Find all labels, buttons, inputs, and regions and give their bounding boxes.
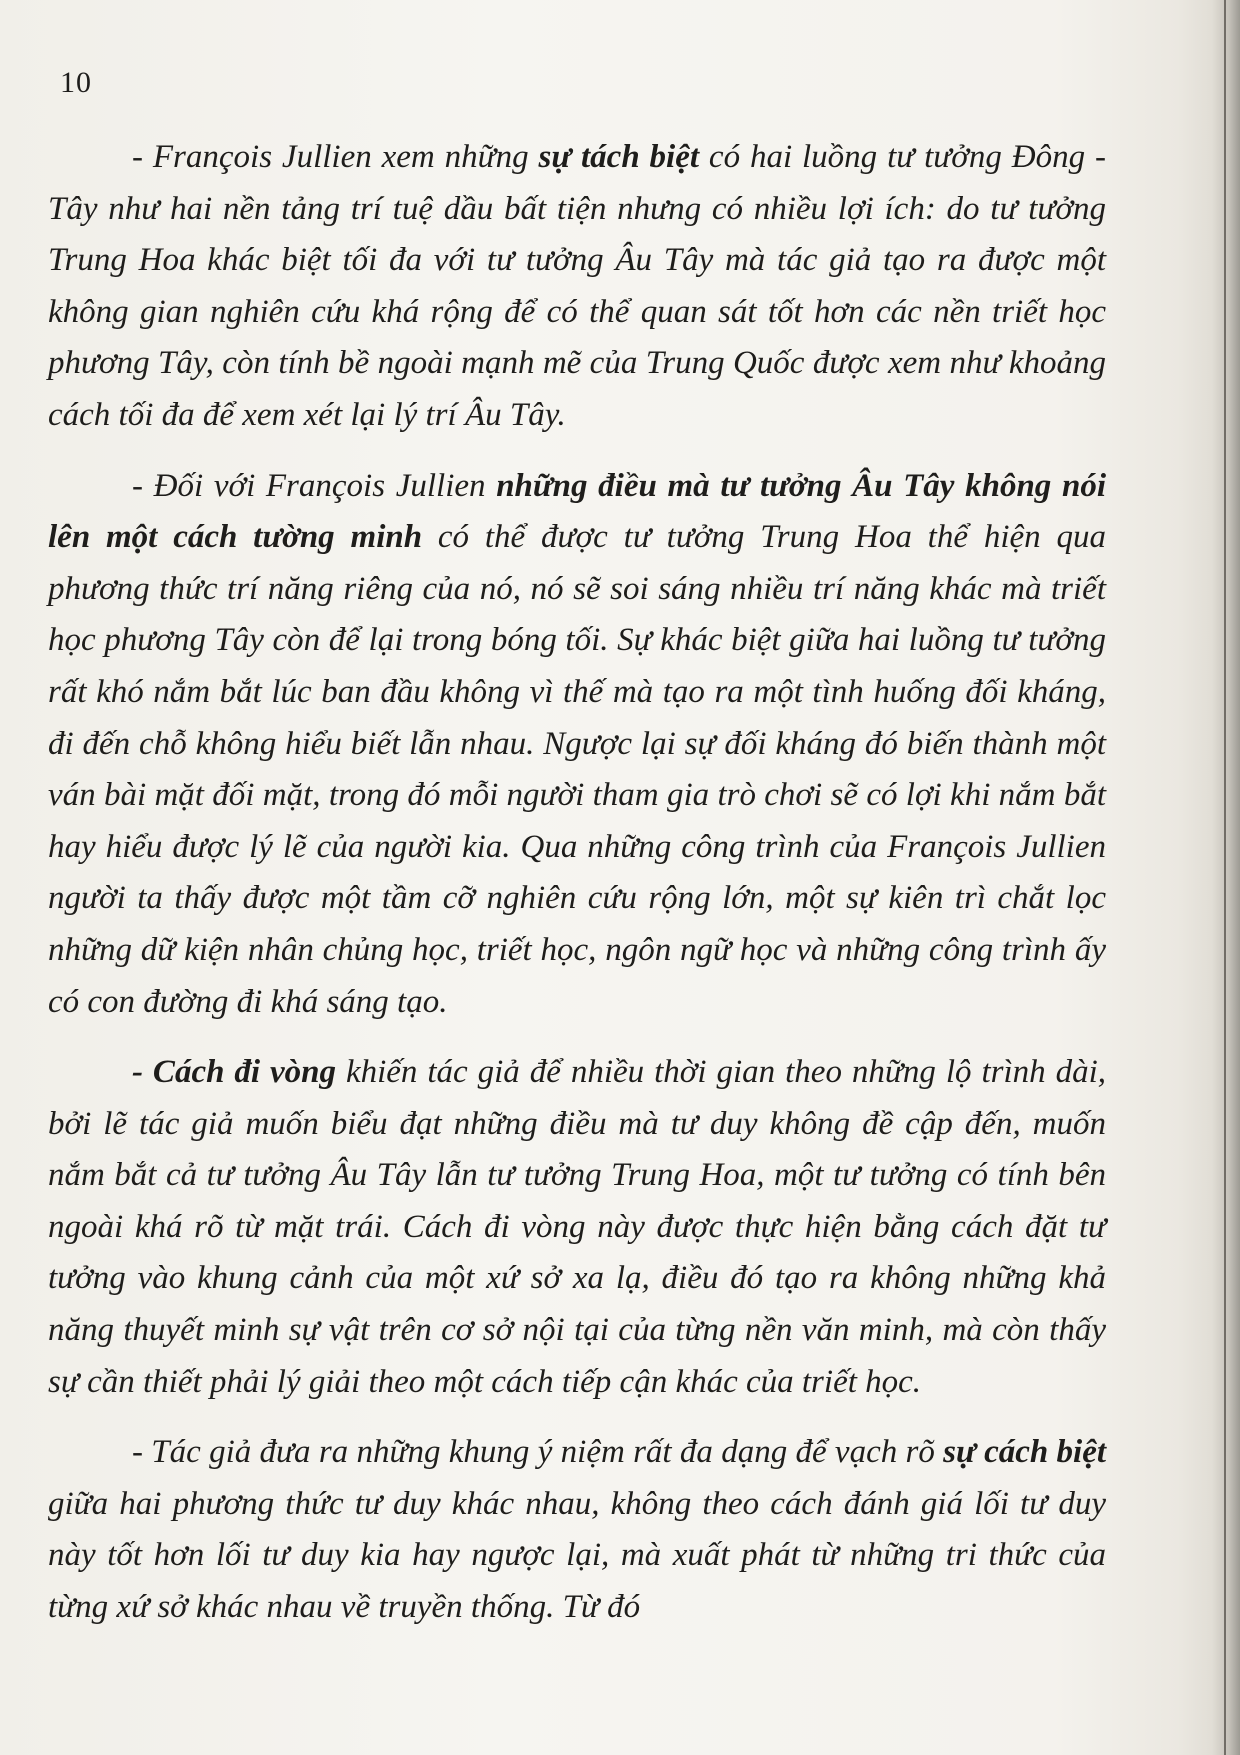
bold-phrase: - Cách đi vòng [132,1054,337,1091]
paragraph-text: - François Jullien xem những [132,139,539,175]
paragraph-text: có hai luồng tư tưởng Đông - Tây như hai nền tảng trí tuệ dầu bất tiện nhưng có nhiều lợi ích: do tư tưởng Trung Hoa khác biệt tối đa với tư tưởng Âu Tây mà tác giả tạo ra được một không gian nghiên cứu khá rộng để có thể quan sát tốt hơn các nền triết học phương Tây, còn tính bề ngoài mạnh mẽ của Trung Quốc được xem như khoảng cách tối đa để xem xét lại lý trí Âu Tây. [48,139,1106,433]
paragraph-text: khiến tác giả để nhiều thời gian theo những lộ trình dài, bởi lẽ tác giả muốn biểu đạt những điều mà tư duy không đề cập đến, muốn nắm bắt cả tư tưởng Âu Tây lẫn tư tưởng Trung Hoa, một tư tưởng có tính bên ngoài khá rõ từ mặt trái. Cách đi vòng này được thực hiện bằng cách đặt tư tưởng vào khung cảnh của một xứ sở xa lạ, điều đó tạo ra không những khả năng thuyết minh sự vật trên cơ sở nội tại của từng nền văn minh, mà còn thấy sự cần thiết phải lý giải theo một cách tiếp cận khác của triết học. [48,1054,1106,1400]
bold-phrase: sự tách biệt [538,139,700,175]
paragraph-text: - Đối với François Jullien [132,467,497,504]
bold-phrase: sự cách biệt [943,1434,1107,1471]
page-spine-shadow [1212,0,1240,1755]
page-spine-edge [1224,0,1226,1755]
page-number: 10 [60,66,92,99]
paragraph-2 [48,461,1106,1029]
paragraph-text: giữa hai phương thức tư duy khác nhau, không theo cách đánh giá lối tư duy này tốt hơn lối tư duy kia hay ngược lại, mà xuất phát từ những tri thức của từng xứ sở khác nhau về truyền thống. Từ đó [48,1485,1106,1626]
paragraph-text: có thể được tư tưởng Trung Hoa thể hiện qua phương thức trí năng riêng của nó, nó sẽ soi sáng nhiều trí năng khác mà triết học phương Tây còn để lại trong bóng tối. Sự khác biệt giữa hai luồng tư tưởng rất khó nắm bắt lúc ban đầu không vì thế mà tạo ra một tình huống đối kháng, đi đến chỗ không hiểu biết lẫn nhau. Ngược lại sự đối kháng đó biến thành một ván bài mặt đối mặt, trong đó mỗi người tham gia trò chơi sẽ có lợi khi nắm bắt hay hiểu được lý lẽ của người kia. Qua những công trình của François Jullien người ta thấy được một tầm cỡ nghiên cứu rộng lớn, một sự kiên trì chắt lọc những dữ kiện nhân chủng học, triết học, ngôn ngữ học và những công trình ấy có con đường đi khá sáng tạo. [48,519,1106,1020]
paragraph-4 [48,1427,1106,1633]
bold-phrase: những điều mà tư tưởng Âu Tây không nói lên một cách tường minh [48,467,1106,556]
page-body [48,132,1106,1653]
paragraph-1 [48,132,1106,442]
paragraph-3 [48,1047,1106,1408]
paragraph-text: - Tác giả đưa ra những khung ý niệm rất đa dạng để vạch rõ [132,1434,944,1471]
